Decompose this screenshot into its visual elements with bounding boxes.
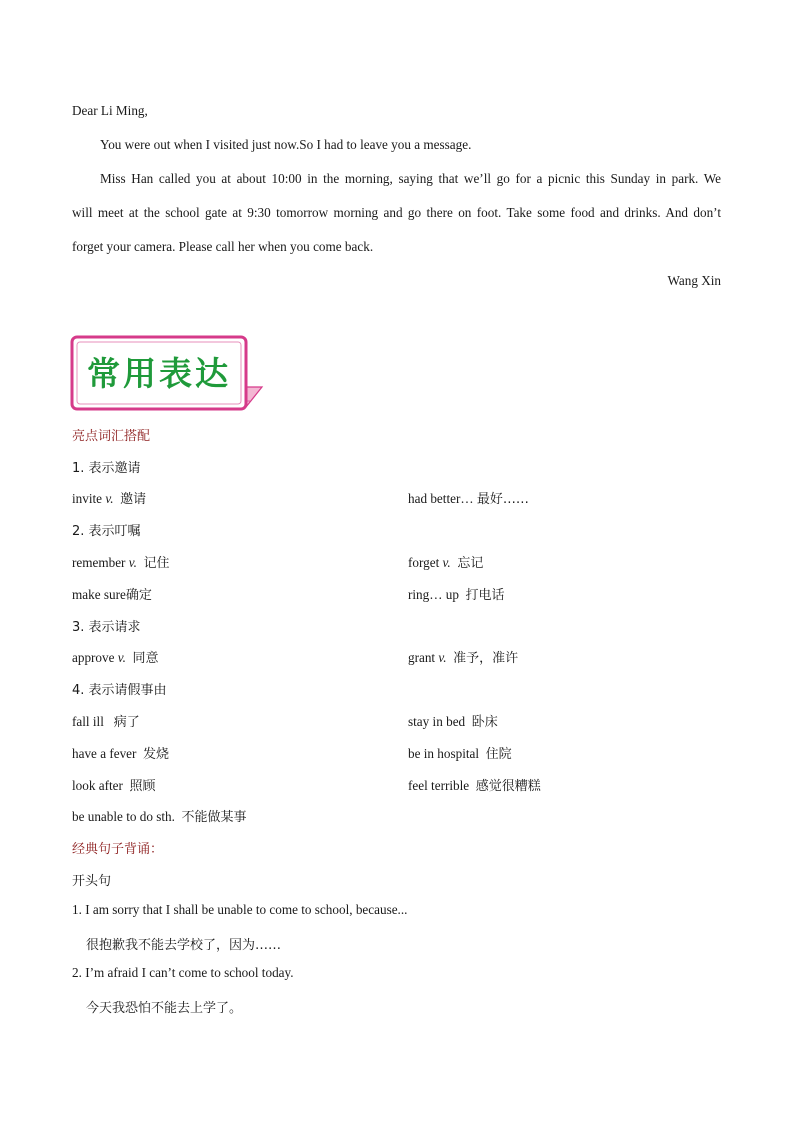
vocab-item: feel terrible 感觉很糟糕 bbox=[408, 778, 541, 794]
vocab-item: make sure确定 bbox=[72, 587, 152, 603]
letter-paragraph-2-line-2: will meet at the school gate at 9:30 tomorrow morning and go there on foot. Take some food and drinks. And don’t bbox=[72, 205, 721, 220]
vocab-section-4: 4. 表示请假事由 bbox=[72, 683, 167, 698]
vocab-section-1: 1. 表示邀请 bbox=[72, 461, 141, 476]
banner-frame-icon bbox=[70, 335, 264, 415]
section-banner bbox=[70, 335, 264, 415]
sentence-1-chinese: 很抱歉我不能去学校了，因为…… bbox=[86, 938, 282, 953]
vocab-item: had better… 最好…… bbox=[408, 491, 529, 507]
vocab-item: ring… up 打电话 bbox=[408, 587, 505, 603]
vocab-item: approve v. 同意 bbox=[72, 650, 159, 666]
sentences-subheading: 开头句 bbox=[72, 874, 112, 889]
vocab-item: remember v. 记住 bbox=[72, 555, 170, 571]
sentence-2-english: 2. I’m afraid I can’t come to school today. bbox=[72, 965, 294, 980]
vocab-heading: 亮点词汇搭配 bbox=[72, 429, 151, 444]
letter-salutation: Dear Li Ming, bbox=[72, 103, 148, 118]
sentence-2-chinese: 今天我恐怕不能去上学了。 bbox=[86, 1001, 243, 1016]
vocab-item: grant v. 准予，准许 bbox=[408, 650, 519, 666]
letter-paragraph-1: You were out when I visited just now.So I had to leave you a message. bbox=[100, 137, 472, 152]
letter-signature: Wang Xin bbox=[667, 273, 721, 288]
vocab-item: fall ill 病了 bbox=[72, 714, 140, 730]
sentences-heading: 经典句子背诵： bbox=[72, 842, 164, 857]
banner-title: 常用表达 bbox=[87, 354, 231, 393]
vocab-item: be unable to do sth. 不能做某事 bbox=[72, 809, 247, 825]
letter-paragraph-2-line-3: forget your camera. Please call her when you come back. bbox=[72, 239, 374, 254]
sentence-1-english: 1. I am sorry that I shall be unable to come to school, because... bbox=[72, 902, 408, 917]
vocab-item: have a fever 发烧 bbox=[72, 746, 170, 762]
vocab-item: look after 照顾 bbox=[72, 778, 156, 794]
vocab-section-2: 2. 表示叮嘱 bbox=[72, 524, 141, 539]
vocab-item: invite v. 邀请 bbox=[72, 491, 147, 507]
vocab-section-3: 3. 表示请求 bbox=[72, 620, 141, 635]
vocab-item: forget v. 忘记 bbox=[408, 555, 484, 571]
vocab-item: be in hospital 住院 bbox=[408, 746, 512, 762]
vocab-item: stay in bed 卧床 bbox=[408, 714, 498, 730]
letter-paragraph-2-line-1: Miss Han called you at about 10:00 in the morning, saying that we’ll go for a picnic this Sunday in park. We bbox=[100, 171, 721, 186]
